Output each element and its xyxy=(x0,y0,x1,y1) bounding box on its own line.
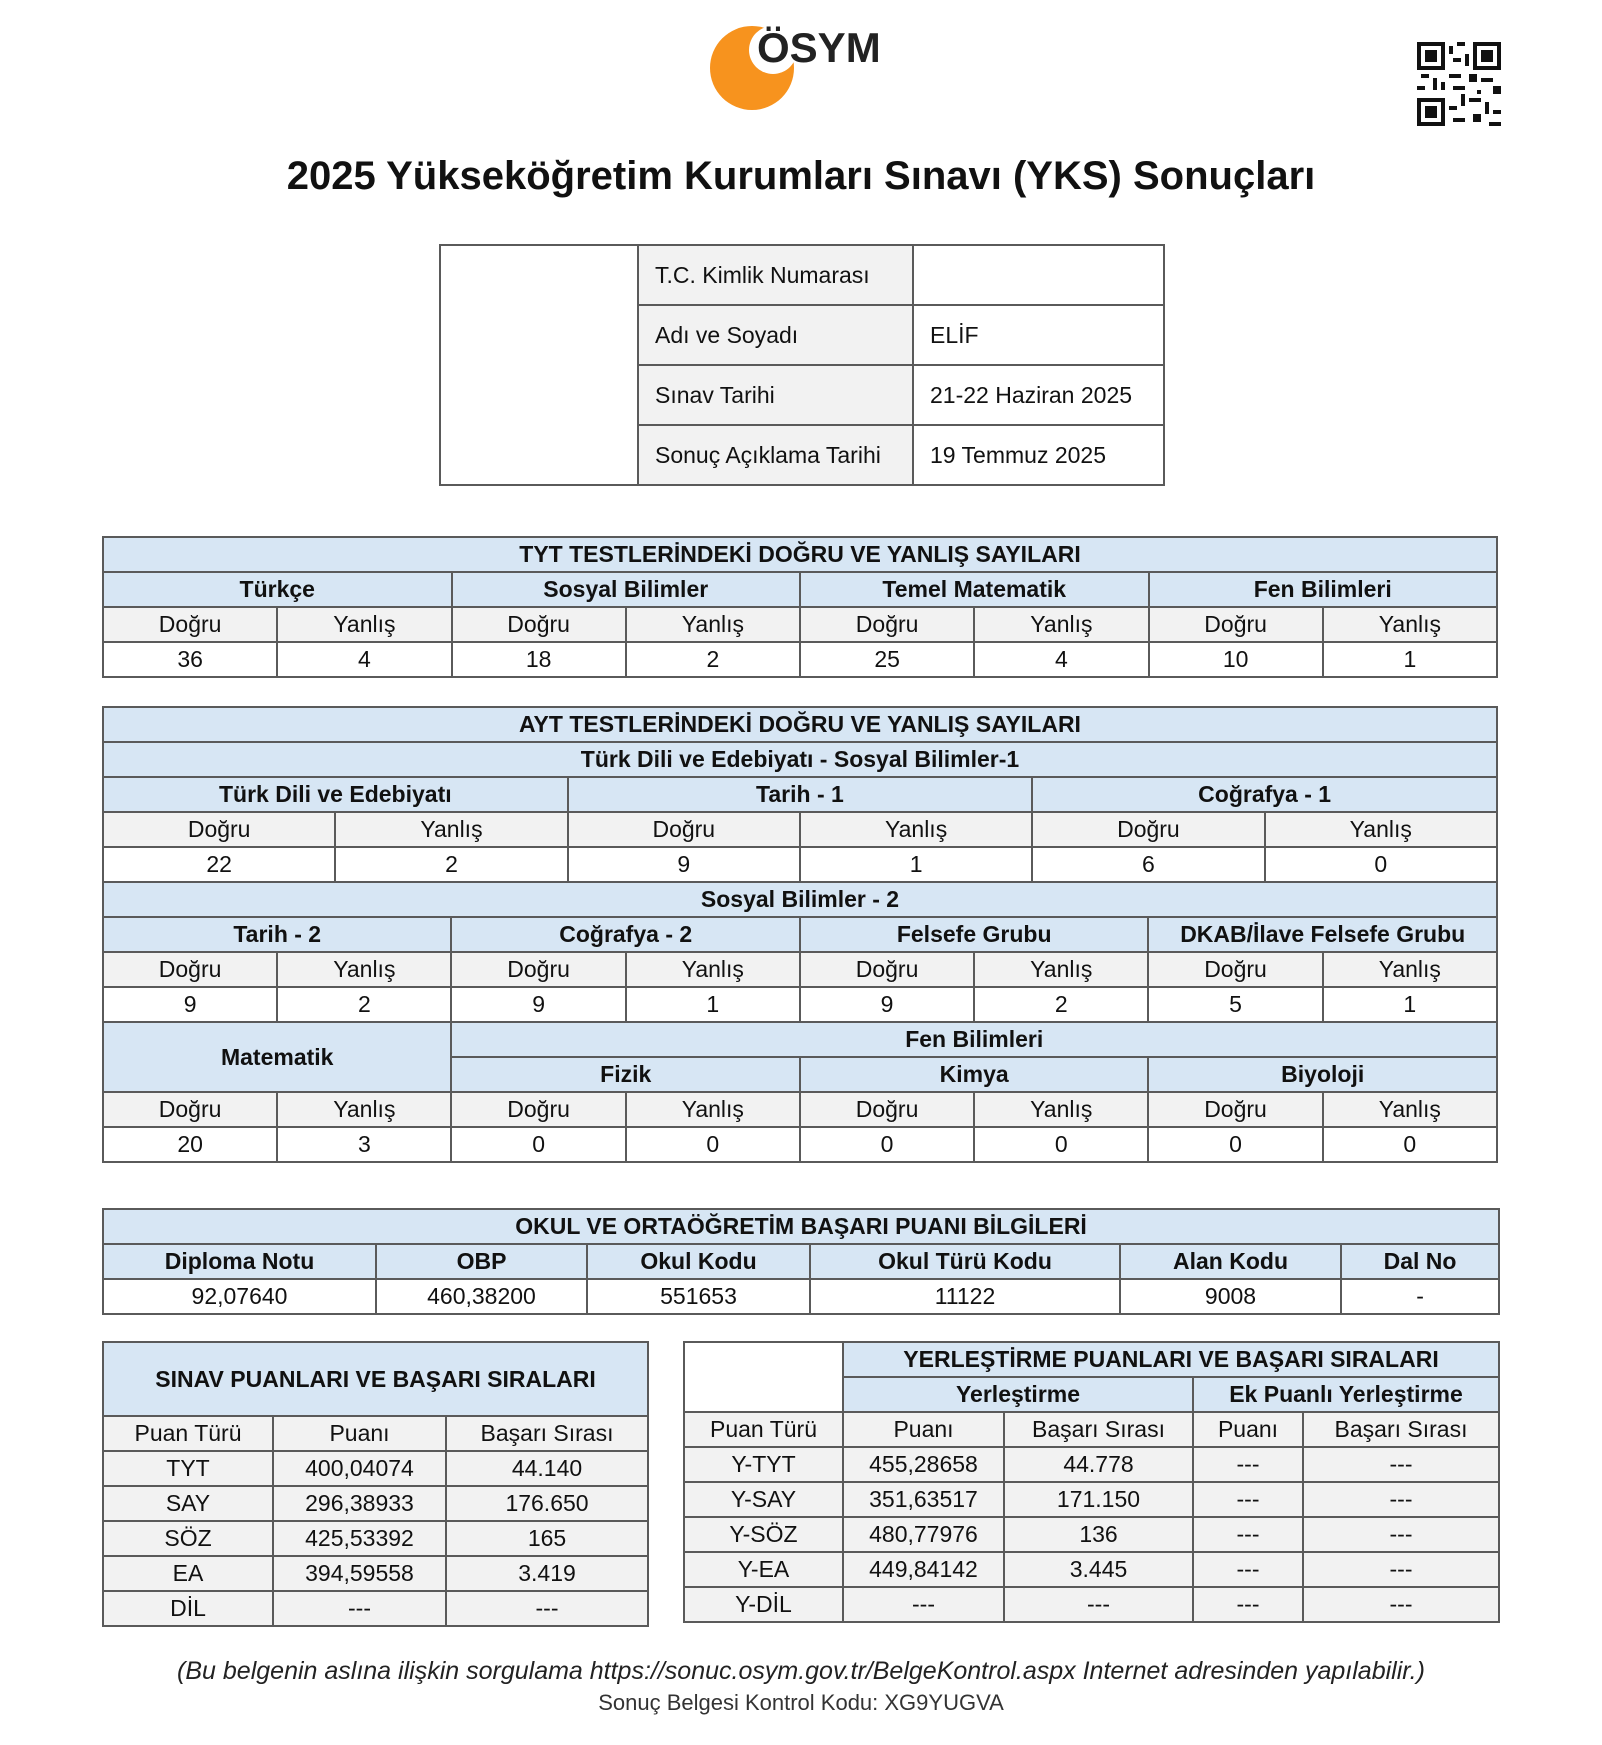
ayt-table xyxy=(102,706,1498,1163)
okul-header: Dal No xyxy=(1341,1244,1499,1279)
info-label: Adı ve Soyadı xyxy=(638,305,913,365)
verification-note: (Bu belgenin aslına ilişkin sorgulama https://sonuc.osym.gov.tr/BelgeKontrol.aspx Internet adresinden yapılabilir.) xyxy=(177,1657,1425,1685)
ek-basari-sirasi: --- xyxy=(1303,1517,1499,1552)
score-cell: 9 xyxy=(451,987,625,1022)
ayt-subject: Türk Dili ve Edebiyatı xyxy=(103,777,568,812)
puan-value: 296,38933 xyxy=(273,1486,446,1521)
yanlis-label: Yanlış xyxy=(277,607,451,642)
info-label: Sonuç Açıklama Tarihi xyxy=(638,425,913,485)
ek-puan-value: --- xyxy=(1193,1517,1303,1552)
yer-header: Başarı Sırası xyxy=(1004,1412,1193,1447)
control-code: Sonuç Belgesi Kontrol Kodu: XG9YUGVA xyxy=(598,1690,1004,1715)
ek-puanli-sub: Ek Puanlı Yerleştirme xyxy=(1193,1377,1499,1412)
score-cell: 0 xyxy=(974,1127,1148,1162)
puan-value: 351,63517 xyxy=(843,1482,1004,1517)
ayt-subject: DKAB/İlave Felsefe Grubu xyxy=(1148,917,1497,952)
puan-value: --- xyxy=(273,1591,446,1626)
puan-value: --- xyxy=(843,1587,1004,1622)
score-cell: 2 xyxy=(974,987,1148,1022)
dogru-label: Doğru xyxy=(451,952,625,987)
basari-sirasi: 3.419 xyxy=(446,1556,648,1591)
yanlis-label: Yanlış xyxy=(800,812,1032,847)
score-cell: 6 xyxy=(1032,847,1264,882)
info-value: ELİF xyxy=(913,305,1164,365)
yanlis-label: Yanlış xyxy=(974,952,1148,987)
puan-turu: TYT xyxy=(103,1451,273,1486)
ayt-matematik: Matematik xyxy=(103,1022,451,1092)
basari-sirasi: --- xyxy=(1004,1587,1193,1622)
dogru-label: Doğru xyxy=(800,952,974,987)
yerlestirme-corner xyxy=(684,1342,843,1412)
yanlis-label: Yanlış xyxy=(974,1092,1148,1127)
ayt-subject: Coğrafya - 2 xyxy=(451,917,799,952)
okul-title: OKUL VE ORTAÖĞRETİM BAŞARI PUANI BİLGİLERİ xyxy=(103,1209,1499,1244)
puan-turu: EA xyxy=(103,1556,273,1591)
yer-header: Başarı Sırası xyxy=(1303,1412,1499,1447)
puan-turu: Y-TYT xyxy=(684,1447,843,1482)
dogru-label: Doğru xyxy=(800,1092,974,1127)
okul-header: Diploma Notu xyxy=(103,1244,376,1279)
okul-header: OBP xyxy=(376,1244,587,1279)
score-cell: 0 xyxy=(626,1127,800,1162)
tyt-title: TYT TESTLERİNDEKİ DOĞRU VE YANLIŞ SAYILARI xyxy=(103,537,1497,572)
sinav-title: SINAV PUANLARI VE BAŞARI SIRALARI xyxy=(103,1342,648,1416)
puan-turu: Y-SAY xyxy=(684,1482,843,1517)
info-value: 19 Temmuz 2025 xyxy=(913,425,1164,485)
ayt-subject: Tarih - 2 xyxy=(103,917,451,952)
okul-table xyxy=(102,1208,1500,1315)
tyt-table xyxy=(102,536,1498,678)
info-label: Sınav Tarihi xyxy=(638,365,913,425)
dogru-label: Doğru xyxy=(452,607,626,642)
photo-area xyxy=(440,245,638,485)
dogru-label: Doğru xyxy=(451,1092,625,1127)
score-cell: 4 xyxy=(974,642,1148,677)
yerlestirme-table xyxy=(683,1341,1500,1623)
basari-sirasi: 165 xyxy=(446,1521,648,1556)
okul-value: 551653 xyxy=(587,1279,810,1314)
score-cell: 10 xyxy=(1149,642,1323,677)
yanlis-label: Yanlış xyxy=(1323,1092,1497,1127)
yanlis-label: Yanlış xyxy=(974,607,1148,642)
puan-value: 394,59558 xyxy=(273,1556,446,1591)
puan-value: 449,84142 xyxy=(843,1552,1004,1587)
ayt-subject: Tarih - 1 xyxy=(568,777,1033,812)
puan-turu: Y-EA xyxy=(684,1552,843,1587)
tyt-subject: Türkçe xyxy=(103,572,452,607)
ayt-title: AYT TESTLERİNDEKİ DOĞRU VE YANLIŞ SAYILARI xyxy=(103,707,1497,742)
yer-header: Puanı xyxy=(843,1412,1004,1447)
score-cell: 0 xyxy=(1148,1127,1322,1162)
sinav-table xyxy=(102,1341,649,1627)
score-cell: 9 xyxy=(800,987,974,1022)
sinav-header: Puan Türü xyxy=(103,1416,273,1451)
score-cell: 25 xyxy=(800,642,974,677)
score-cell: 1 xyxy=(800,847,1032,882)
basari-sirasi: 171.150 xyxy=(1004,1482,1193,1517)
yanlis-label: Yanlış xyxy=(277,1092,451,1127)
info-value xyxy=(913,245,1164,305)
osym-logo-graphic xyxy=(707,20,907,120)
okul-value: 460,38200 xyxy=(376,1279,587,1314)
puan-value: 400,04074 xyxy=(273,1451,446,1486)
score-cell: 1 xyxy=(1323,642,1497,677)
yanlis-label: Yanlış xyxy=(1265,812,1497,847)
dogru-label: Doğru xyxy=(1149,607,1323,642)
okul-header: Okul Türü Kodu xyxy=(810,1244,1120,1279)
yanlis-label: Yanlış xyxy=(1323,952,1497,987)
dogru-label: Doğru xyxy=(1148,1092,1322,1127)
dogru-label: Doğru xyxy=(103,952,277,987)
score-cell: 1 xyxy=(626,987,800,1022)
basari-sirasi: 3.445 xyxy=(1004,1552,1193,1587)
ayt-subject: Fizik xyxy=(451,1057,799,1092)
yer-header: Puan Türü xyxy=(684,1412,843,1447)
osym-logo xyxy=(707,20,907,120)
tyt-subject: Sosyal Bilimler xyxy=(452,572,801,607)
page-title: 2025 Yükseköğretim Kurumları Sınavı (YKS) Sonuçları xyxy=(286,154,1316,198)
score-cell: 18 xyxy=(452,642,626,677)
ek-puan-value: --- xyxy=(1193,1482,1303,1517)
basari-sirasi: 44.778 xyxy=(1004,1447,1193,1482)
dogru-label: Doğru xyxy=(1148,952,1322,987)
score-cell: 36 xyxy=(103,642,277,677)
ayt-subject: Biyoloji xyxy=(1148,1057,1497,1092)
yerlestirme-sub: Yerleştirme xyxy=(843,1377,1193,1412)
basari-sirasi: 176.650 xyxy=(446,1486,648,1521)
puan-turu: SAY xyxy=(103,1486,273,1521)
score-cell: 9 xyxy=(103,987,277,1022)
ek-basari-sirasi: --- xyxy=(1303,1587,1499,1622)
score-cell: 4 xyxy=(277,642,451,677)
ek-basari-sirasi: --- xyxy=(1303,1552,1499,1587)
ek-basari-sirasi: --- xyxy=(1303,1447,1499,1482)
score-cell: 0 xyxy=(1323,1127,1497,1162)
puan-turu: SÖZ xyxy=(103,1521,273,1556)
yanlis-label: Yanlış xyxy=(626,1092,800,1127)
qr-code-icon xyxy=(1417,42,1501,126)
qr-code xyxy=(1417,42,1501,126)
yer-header: Puanı xyxy=(1193,1412,1303,1447)
tyt-subject: Temel Matematik xyxy=(800,572,1149,607)
info-label: T.C. Kimlik Numarası xyxy=(638,245,913,305)
score-cell: 20 xyxy=(103,1127,277,1162)
okul-header: Okul Kodu xyxy=(587,1244,810,1279)
dogru-label: Doğru xyxy=(103,607,277,642)
ayt-fen-title: Fen Bilimleri xyxy=(451,1022,1497,1057)
puan-turu: DİL xyxy=(103,1591,273,1626)
ek-basari-sirasi: --- xyxy=(1303,1482,1499,1517)
puan-turu: Y-DİL xyxy=(684,1587,843,1622)
okul-value: - xyxy=(1341,1279,1499,1314)
yanlis-label: Yanlış xyxy=(626,952,800,987)
sinav-header: Puanı xyxy=(273,1416,446,1451)
yanlis-label: Yanlış xyxy=(626,607,800,642)
okul-header: Alan Kodu xyxy=(1120,1244,1341,1279)
ayt-group1-title: Türk Dili ve Edebiyatı - Sosyal Bilimler-1 xyxy=(103,742,1497,777)
yanlis-label: Yanlış xyxy=(1323,607,1497,642)
dogru-label: Doğru xyxy=(800,607,974,642)
puan-value: 455,28658 xyxy=(843,1447,1004,1482)
okul-value: 9008 xyxy=(1120,1279,1341,1314)
score-cell: 0 xyxy=(800,1127,974,1162)
puan-value: 480,77976 xyxy=(843,1517,1004,1552)
ayt-group2-title: Sosyal Bilimler - 2 xyxy=(103,882,1497,917)
ayt-subject: Kimya xyxy=(800,1057,1148,1092)
score-cell: 9 xyxy=(568,847,800,882)
score-cell: 0 xyxy=(451,1127,625,1162)
puan-value: 425,53392 xyxy=(273,1521,446,1556)
yanlis-label: Yanlış xyxy=(277,952,451,987)
ek-puan-value: --- xyxy=(1193,1587,1303,1622)
score-cell: 22 xyxy=(103,847,335,882)
basari-sirasi: --- xyxy=(446,1591,648,1626)
score-cell: 3 xyxy=(277,1127,451,1162)
score-cell: 2 xyxy=(277,987,451,1022)
basari-sirasi: 44.140 xyxy=(446,1451,648,1486)
sinav-header: Başarı Sırası xyxy=(446,1416,648,1451)
score-cell: 1 xyxy=(1323,987,1497,1022)
score-cell: 5 xyxy=(1148,987,1322,1022)
puan-turu: Y-SÖZ xyxy=(684,1517,843,1552)
candidate-info-table xyxy=(439,244,1165,486)
okul-value: 11122 xyxy=(810,1279,1120,1314)
yanlis-label: Yanlış xyxy=(335,812,567,847)
dogru-label: Doğru xyxy=(1032,812,1264,847)
dogru-label: Doğru xyxy=(568,812,800,847)
basari-sirasi: 136 xyxy=(1004,1517,1193,1552)
score-cell: 0 xyxy=(1265,847,1497,882)
info-value: 21-22 Haziran 2025 xyxy=(913,365,1164,425)
score-cell: 2 xyxy=(335,847,567,882)
brand-name: ÖSYM xyxy=(757,24,881,71)
score-cell: 2 xyxy=(626,642,800,677)
ek-puan-value: --- xyxy=(1193,1552,1303,1587)
ek-puan-value: --- xyxy=(1193,1447,1303,1482)
ayt-subject: Felsefe Grubu xyxy=(800,917,1148,952)
okul-value: 92,07640 xyxy=(103,1279,376,1314)
yerlestirme-title: YERLEŞTİRME PUANLARI VE BAŞARI SIRALARI xyxy=(843,1342,1499,1377)
ayt-subject: Coğrafya - 1 xyxy=(1032,777,1497,812)
tyt-subject: Fen Bilimleri xyxy=(1149,572,1498,607)
dogru-label: Doğru xyxy=(103,812,335,847)
dogru-label: Doğru xyxy=(103,1092,277,1127)
